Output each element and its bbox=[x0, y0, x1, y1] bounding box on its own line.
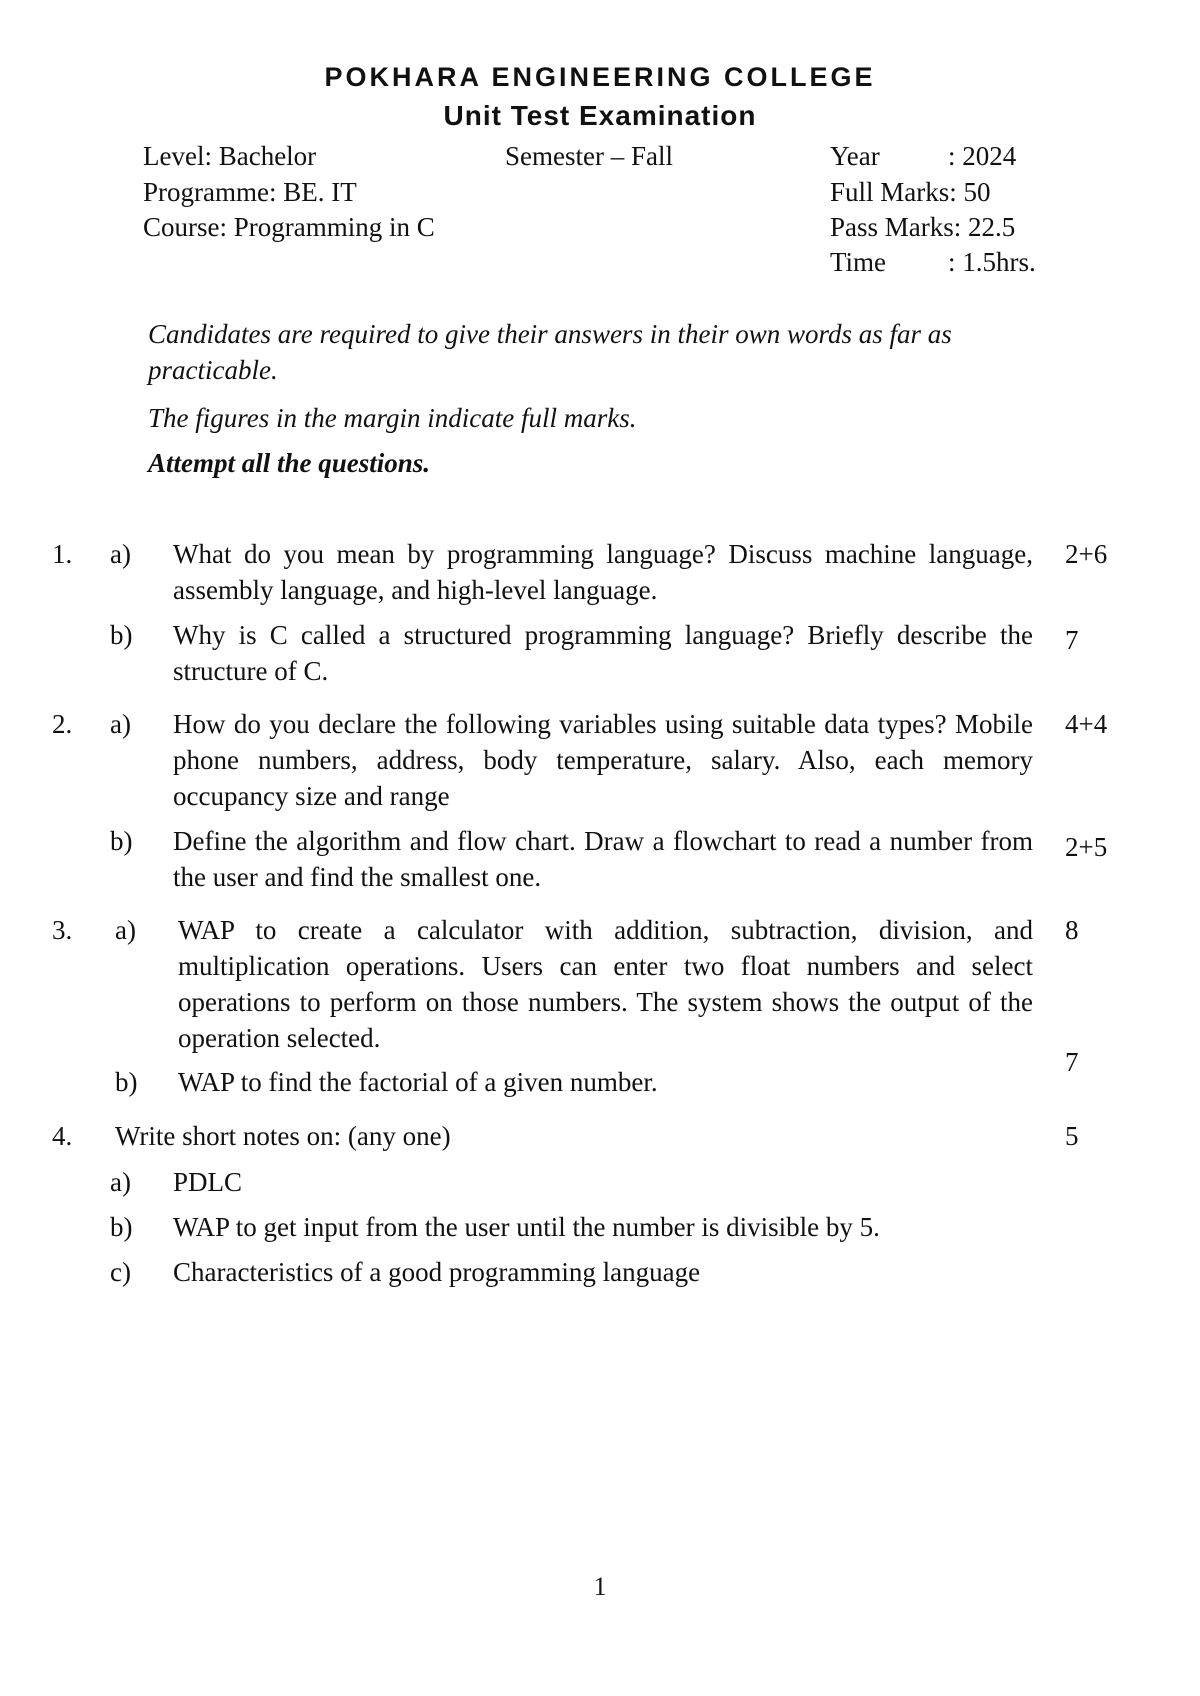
question-number: 2. bbox=[52, 709, 73, 739]
college-name: POKHARA ENGINEERING COLLEGE bbox=[324, 62, 876, 92]
meta-year-value: : 2024 bbox=[948, 141, 1017, 171]
marks: 2+6 bbox=[1065, 539, 1108, 569]
marks: 5 bbox=[1065, 1121, 1079, 1151]
meta-pass-marks: Pass Marks: 22.5 bbox=[830, 212, 1016, 242]
question-text: Why is C called a structured programming language? Briefly describe the structure of C. bbox=[173, 620, 1033, 686]
part-label: a) bbox=[110, 1167, 131, 1197]
meta-year bbox=[830, 139, 1016, 173]
exam-title: Unit Test Examination bbox=[443, 100, 757, 131]
page-number: 1 bbox=[593, 1572, 607, 1601]
question-text: WAP to create a calculator with addition, subtraction, division, and multiplication operations. Users can enter two float numbers and select operations to perform on those numbers. The system shows the output of the operation selected. bbox=[178, 915, 1033, 1053]
part-label: c) bbox=[110, 1257, 131, 1287]
part-label: b) bbox=[110, 1212, 133, 1242]
meta-level: Level: Bachelor bbox=[143, 141, 317, 171]
question-number: 4. bbox=[52, 1121, 73, 1151]
marks: 4+4 bbox=[1065, 709, 1108, 739]
question-text: Define the algorithm and flow chart. Draw a flowchart to read a number from the user and find the smallest one. bbox=[173, 826, 1033, 892]
question-text: WAP to find the factorial of a given number. bbox=[178, 1067, 658, 1097]
instruction-attempt-all: Attempt all the questions. bbox=[148, 448, 431, 478]
meta-time-label: Time bbox=[830, 247, 887, 277]
meta-time bbox=[830, 245, 1036, 279]
question-text: Characteristics of a good programming language bbox=[173, 1257, 701, 1287]
instruction-margin-marks: The figures in the margin indicate full marks. bbox=[148, 403, 637, 433]
marks: 8 bbox=[1065, 915, 1079, 945]
question-text: WAP to get input from the user until the number is divisible by 5. bbox=[173, 1212, 880, 1242]
part-label: a) bbox=[115, 915, 136, 945]
meta-full-marks: Full Marks: 50 bbox=[830, 177, 991, 207]
question-text: How do you declare the following variables using suitable data types? Mobile phone numbers, address, body temperature, salary. Also, each memory occupancy size and range bbox=[173, 709, 1033, 811]
part-label: a) bbox=[110, 709, 131, 739]
question-text: Write short notes on: (any one) bbox=[115, 1121, 451, 1151]
question-text: PDLC bbox=[173, 1167, 243, 1197]
instruction-own-words: Candidates are required to give their answers in their own words as far as practicable. bbox=[148, 319, 952, 385]
marks: 7 bbox=[1065, 625, 1079, 655]
part-label: b) bbox=[115, 1067, 138, 1097]
question-number: 1. bbox=[52, 539, 73, 569]
meta-course: Course: Programming in C bbox=[143, 212, 435, 242]
marks: 7 bbox=[1065, 1047, 1079, 1077]
meta-year-label: Year bbox=[830, 141, 880, 171]
part-label: b) bbox=[110, 620, 133, 650]
part-label: b) bbox=[110, 826, 133, 856]
question-number: 3. bbox=[52, 915, 73, 945]
question-text: What do you mean by programming language? Discuss machine language, assembly language, and high-level language. bbox=[173, 539, 1033, 605]
marks: 2+5 bbox=[1065, 832, 1108, 862]
meta-semester: Semester – Fall bbox=[505, 141, 673, 171]
meta-time-value: : 1.5hrs. bbox=[948, 247, 1036, 277]
part-label: a) bbox=[110, 539, 131, 569]
meta-programme: Programme: BE. IT bbox=[143, 177, 357, 207]
